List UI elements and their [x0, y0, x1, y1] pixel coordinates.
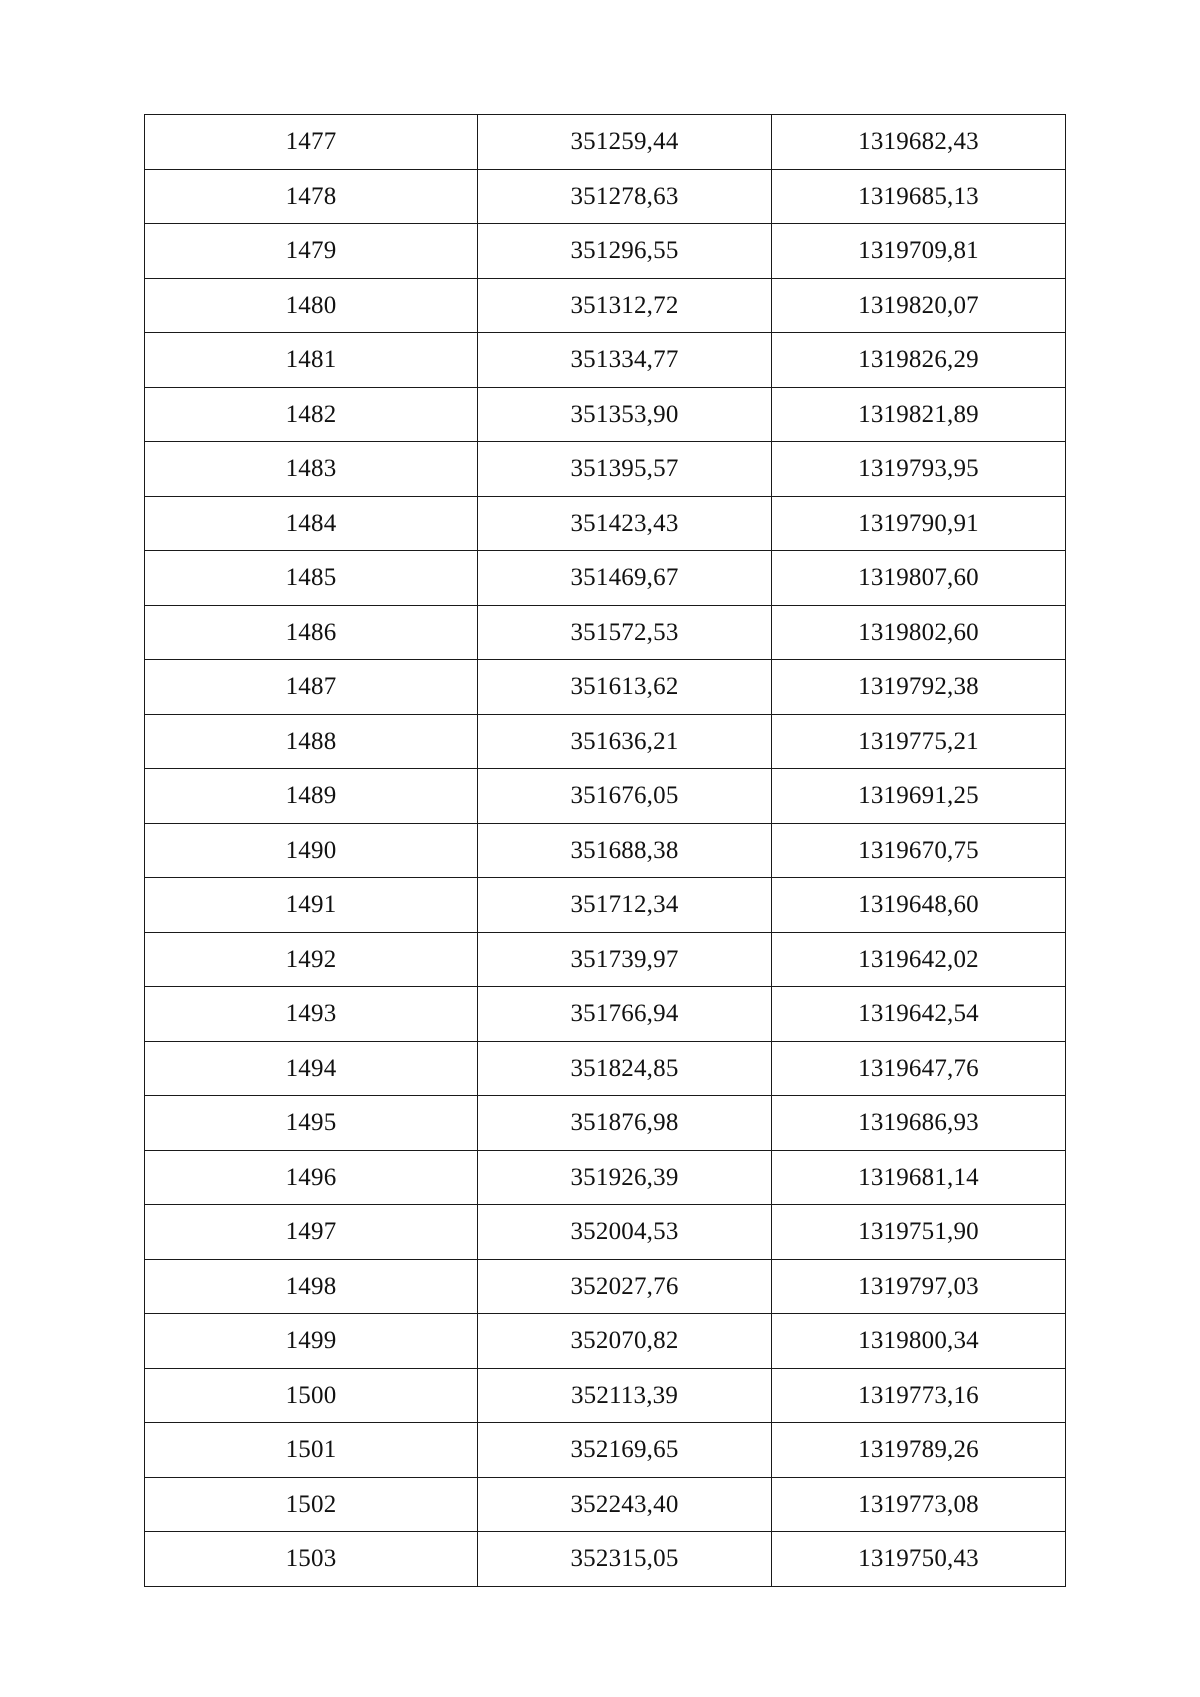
x-coordinate-cell: 352113,39	[478, 1368, 772, 1423]
point-number-cell: 1485	[145, 551, 478, 606]
y-coordinate-cell: 1319797,03	[772, 1259, 1066, 1314]
y-coordinate-cell: 1319792,38	[772, 660, 1066, 715]
x-coordinate-cell: 351766,94	[478, 987, 772, 1042]
y-coordinate-cell: 1319685,13	[772, 169, 1066, 224]
x-coordinate-cell: 351312,72	[478, 278, 772, 333]
table-row	[145, 769, 1066, 824]
table-row	[145, 1477, 1066, 1532]
x-coordinate-cell: 352315,05	[478, 1532, 772, 1587]
x-coordinate-cell: 351278,63	[478, 169, 772, 224]
y-coordinate-cell: 1319807,60	[772, 551, 1066, 606]
point-number-cell: 1484	[145, 496, 478, 551]
table-row	[145, 333, 1066, 388]
x-coordinate-cell: 351296,55	[478, 224, 772, 279]
table-row	[145, 442, 1066, 497]
y-coordinate-cell: 1319686,93	[772, 1096, 1066, 1151]
table-row	[145, 496, 1066, 551]
point-number-cell: 1500	[145, 1368, 478, 1423]
point-number-cell: 1498	[145, 1259, 478, 1314]
table-row	[145, 224, 1066, 279]
x-coordinate-cell: 351876,98	[478, 1096, 772, 1151]
point-number-cell: 1480	[145, 278, 478, 333]
y-coordinate-cell: 1319773,08	[772, 1477, 1066, 1532]
point-number-cell: 1493	[145, 987, 478, 1042]
y-coordinate-cell: 1319642,54	[772, 987, 1066, 1042]
coordinates-table	[144, 114, 1066, 1587]
y-coordinate-cell: 1319681,14	[772, 1150, 1066, 1205]
point-number-cell: 1488	[145, 714, 478, 769]
point-number-cell: 1495	[145, 1096, 478, 1151]
table-row	[145, 1150, 1066, 1205]
point-number-cell: 1502	[145, 1477, 478, 1532]
point-number-cell: 1496	[145, 1150, 478, 1205]
point-number-cell: 1483	[145, 442, 478, 497]
point-number-cell: 1491	[145, 878, 478, 933]
x-coordinate-cell: 351739,97	[478, 932, 772, 987]
x-coordinate-cell: 351395,57	[478, 442, 772, 497]
x-coordinate-cell: 352027,76	[478, 1259, 772, 1314]
y-coordinate-cell: 1319750,43	[772, 1532, 1066, 1587]
point-number-cell: 1486	[145, 605, 478, 660]
table-row	[145, 115, 1066, 170]
y-coordinate-cell: 1319773,16	[772, 1368, 1066, 1423]
x-coordinate-cell: 351636,21	[478, 714, 772, 769]
y-coordinate-cell: 1319691,25	[772, 769, 1066, 824]
point-number-cell: 1481	[145, 333, 478, 388]
table-row	[145, 1259, 1066, 1314]
point-number-cell: 1477	[145, 115, 478, 170]
y-coordinate-cell: 1319682,43	[772, 115, 1066, 170]
y-coordinate-cell: 1319709,81	[772, 224, 1066, 279]
x-coordinate-cell: 351676,05	[478, 769, 772, 824]
table-row	[145, 1368, 1066, 1423]
point-number-cell: 1487	[145, 660, 478, 715]
y-coordinate-cell: 1319800,34	[772, 1314, 1066, 1369]
y-coordinate-cell: 1319775,21	[772, 714, 1066, 769]
point-number-cell: 1478	[145, 169, 478, 224]
y-coordinate-cell: 1319789,26	[772, 1423, 1066, 1478]
x-coordinate-cell: 351259,44	[478, 115, 772, 170]
table-row	[145, 1041, 1066, 1096]
table-row	[145, 278, 1066, 333]
point-number-cell: 1482	[145, 387, 478, 442]
table-row	[145, 987, 1066, 1042]
x-coordinate-cell: 351613,62	[478, 660, 772, 715]
table-row	[145, 714, 1066, 769]
table-row	[145, 1096, 1066, 1151]
y-coordinate-cell: 1319648,60	[772, 878, 1066, 933]
y-coordinate-cell: 1319820,07	[772, 278, 1066, 333]
point-number-cell: 1503	[145, 1532, 478, 1587]
table-row	[145, 169, 1066, 224]
y-coordinate-cell: 1319826,29	[772, 333, 1066, 388]
y-coordinate-cell: 1319821,89	[772, 387, 1066, 442]
y-coordinate-cell: 1319670,75	[772, 823, 1066, 878]
x-coordinate-cell: 351334,77	[478, 333, 772, 388]
x-coordinate-cell: 352169,65	[478, 1423, 772, 1478]
point-number-cell: 1497	[145, 1205, 478, 1260]
table-row	[145, 823, 1066, 878]
point-number-cell: 1501	[145, 1423, 478, 1478]
point-number-cell: 1492	[145, 932, 478, 987]
table-row	[145, 387, 1066, 442]
y-coordinate-cell: 1319802,60	[772, 605, 1066, 660]
table-row	[145, 551, 1066, 606]
point-number-cell: 1479	[145, 224, 478, 279]
point-number-cell: 1489	[145, 769, 478, 824]
x-coordinate-cell: 351824,85	[478, 1041, 772, 1096]
y-coordinate-cell: 1319647,76	[772, 1041, 1066, 1096]
x-coordinate-cell: 351688,38	[478, 823, 772, 878]
table-row	[145, 1532, 1066, 1587]
x-coordinate-cell: 351712,34	[478, 878, 772, 933]
x-coordinate-cell: 352070,82	[478, 1314, 772, 1369]
x-coordinate-cell: 352243,40	[478, 1477, 772, 1532]
point-number-cell: 1499	[145, 1314, 478, 1369]
coordinates-table-body	[145, 115, 1066, 1587]
table-row	[145, 1423, 1066, 1478]
table-row	[145, 932, 1066, 987]
x-coordinate-cell: 351423,43	[478, 496, 772, 551]
y-coordinate-cell: 1319793,95	[772, 442, 1066, 497]
y-coordinate-cell: 1319790,91	[772, 496, 1066, 551]
x-coordinate-cell: 351572,53	[478, 605, 772, 660]
x-coordinate-cell: 351469,67	[478, 551, 772, 606]
table-row	[145, 1205, 1066, 1260]
point-number-cell: 1490	[145, 823, 478, 878]
x-coordinate-cell: 351926,39	[478, 1150, 772, 1205]
x-coordinate-cell: 352004,53	[478, 1205, 772, 1260]
y-coordinate-cell: 1319642,02	[772, 932, 1066, 987]
x-coordinate-cell: 351353,90	[478, 387, 772, 442]
point-number-cell: 1494	[145, 1041, 478, 1096]
table-row	[145, 1314, 1066, 1369]
table-row	[145, 605, 1066, 660]
table-row	[145, 878, 1066, 933]
y-coordinate-cell: 1319751,90	[772, 1205, 1066, 1260]
table-row	[145, 660, 1066, 715]
